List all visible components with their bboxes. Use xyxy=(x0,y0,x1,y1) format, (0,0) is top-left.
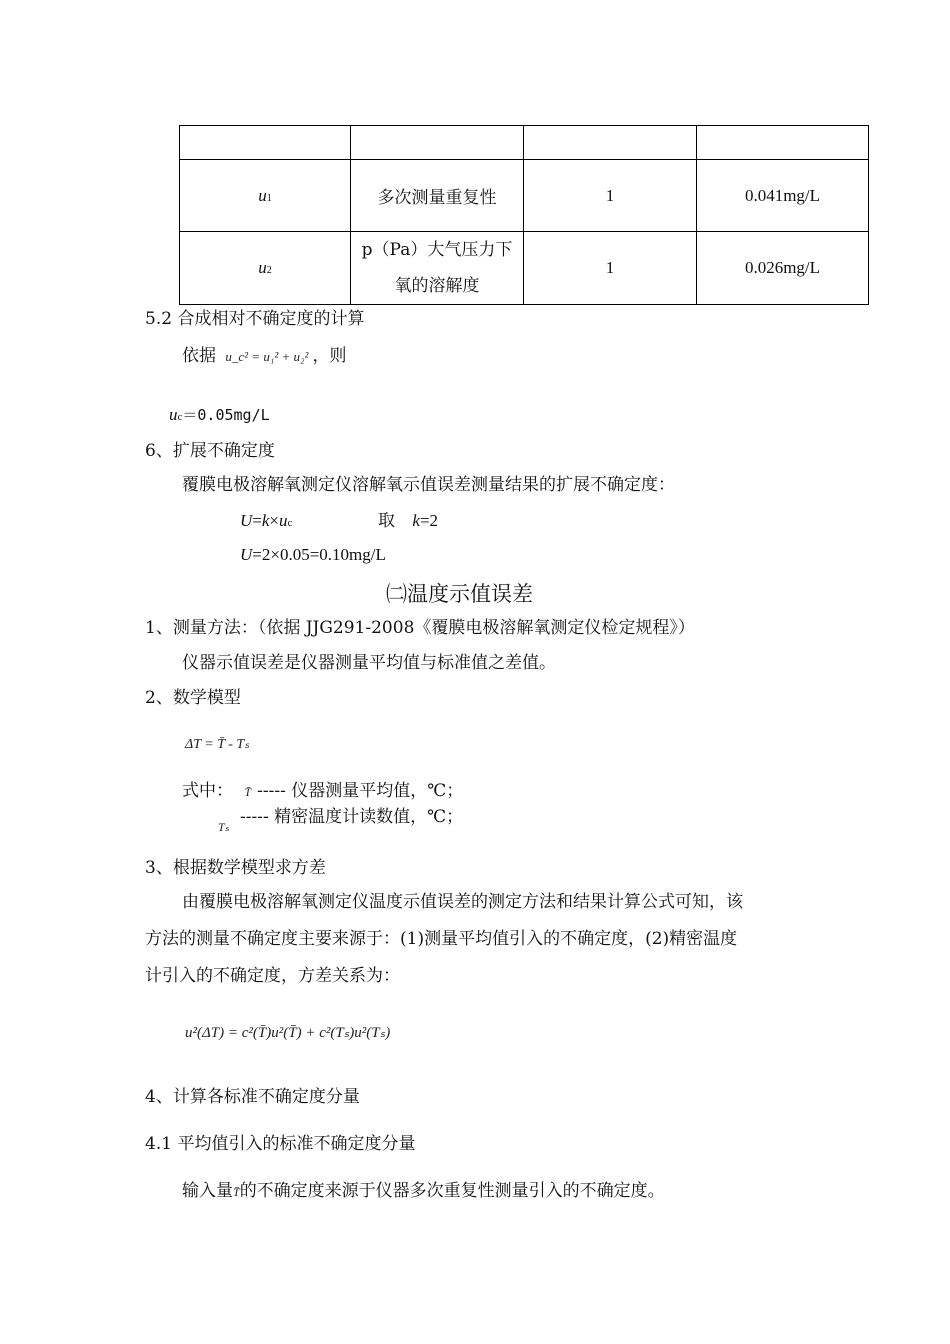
source-cell xyxy=(351,160,524,232)
s41-symbol: T̄ xyxy=(233,1185,240,1199)
coef-cell xyxy=(524,232,697,305)
para-line-1: 由覆膜电极溶解氧测定仪温度示值误差的测定方法和结果计算公式可知，该 xyxy=(182,892,743,912)
symbol-text: u xyxy=(258,258,267,277)
part2-s41: 4.1 平均值引入的标准不确定度分量 xyxy=(145,1134,416,1154)
take-k xyxy=(378,510,438,532)
where2-symbol: Tₛ xyxy=(218,820,230,834)
eq2-rest: =2×0.05=0.10mg/L xyxy=(252,545,386,564)
section-6-heading: 6、扩展不确定度 xyxy=(145,441,275,461)
eq1-eq: = xyxy=(252,511,262,530)
para-line-3: 计引入的不确定度，方差关系为： xyxy=(145,966,400,986)
source-text-line2: 氧的溶解度 xyxy=(394,276,480,296)
table-header-cell xyxy=(180,126,351,160)
where2-text: ----- 精密温度计读数值，℃； xyxy=(240,807,464,827)
uc-value: ＝0.05mg/L xyxy=(182,406,270,424)
where1-text: ----- 仪器测量平均值，℃； xyxy=(257,781,464,801)
take-k-value: =2 xyxy=(419,511,439,530)
part2-s3: 3、根据数学模型求方差 xyxy=(145,858,326,878)
expanded-eq-2 xyxy=(240,544,386,566)
basis-formula: u_c² = u₁² + u₂² xyxy=(225,349,309,364)
take-k-symbol: k xyxy=(412,511,420,530)
where-prefix: 式中： xyxy=(182,781,233,801)
table-row xyxy=(180,160,869,232)
uc-symbol: u xyxy=(169,405,178,424)
take-label: 取 xyxy=(378,511,395,531)
part2-title: ㈡温度示值误差 xyxy=(386,582,533,606)
part2-s4: 4、计算各标准不确定度分量 xyxy=(145,1087,360,1107)
coef-text: 1 xyxy=(605,185,615,205)
section-6-desc: 覆膜电极溶解氧测定仪溶解氧示值误差测量结果的扩展不确定度： xyxy=(182,475,675,495)
symbol-cell xyxy=(180,160,351,232)
eq1-U: U xyxy=(240,511,253,530)
source-text: p（Pa）大气压力下 xyxy=(361,240,513,260)
symbol-sub: 2 xyxy=(266,265,272,276)
variance-formula: u²(ΔT) = c²(T̄)u²(T̄) + c²(Tₛ)u²(Tₛ) xyxy=(185,1025,391,1041)
table-header-cell xyxy=(697,126,869,160)
value-cell xyxy=(697,160,869,232)
uncertainty-table xyxy=(179,125,869,305)
symbol-cell xyxy=(180,232,351,305)
s41-desc xyxy=(182,1180,665,1203)
eq1-sub: c xyxy=(287,517,293,529)
eq1-k: k xyxy=(261,511,270,530)
eq2-U: U xyxy=(240,545,253,564)
table-header-cell xyxy=(351,126,524,160)
source-cell xyxy=(351,232,524,305)
section-5-2-heading: 5.2 合成相对不确定度的计算 xyxy=(145,309,365,329)
uc-sub: c xyxy=(177,411,183,423)
value-text: 0.026mg/L xyxy=(744,258,821,277)
table-header-row xyxy=(180,126,869,160)
part2-s2: 2、数学模型 xyxy=(145,688,241,708)
part2-s1: 1、测量方法：（依据 JJG291-2008《覆膜电极溶解氧测定仪检定规程》） xyxy=(145,618,695,638)
where-line-1 xyxy=(182,780,463,803)
table-header-cell xyxy=(524,126,697,160)
basis-line xyxy=(182,345,346,368)
coef-text: 1 xyxy=(605,258,615,277)
table-row xyxy=(180,232,869,305)
eq1-times: × xyxy=(269,511,280,530)
value-text: 0.041mg/L xyxy=(744,185,821,205)
uc-result xyxy=(169,404,270,428)
s41-prefix: 输入量 xyxy=(182,1181,233,1201)
s41-suffix: 的不确定度来源于仪器多次重复性测量引入的不确定度。 xyxy=(239,1181,665,1201)
basis-suffix: ，则 xyxy=(312,346,347,366)
coef-cell xyxy=(524,160,697,232)
expanded-eq-1 xyxy=(240,510,292,534)
para-line-2: 方法的测量不确定度主要来源于：(1)测量平均值引入的不确定度，(2)精密温度 xyxy=(145,929,738,949)
symbol-sub: 1 xyxy=(266,192,272,204)
source-text: 多次测量重复性 xyxy=(377,188,497,208)
basis-prefix: 依据 xyxy=(182,346,216,366)
symbol-text: u xyxy=(258,185,267,205)
part2-s1-desc: 仪器示值误差是仪器测量平均值与标准值之差值。 xyxy=(182,653,556,673)
model-formula: ΔT = T̄ - Tₛ xyxy=(185,737,250,752)
eq1-u: u xyxy=(279,511,288,530)
where1-symbol: T̄ xyxy=(244,785,252,799)
value-cell xyxy=(697,232,869,305)
